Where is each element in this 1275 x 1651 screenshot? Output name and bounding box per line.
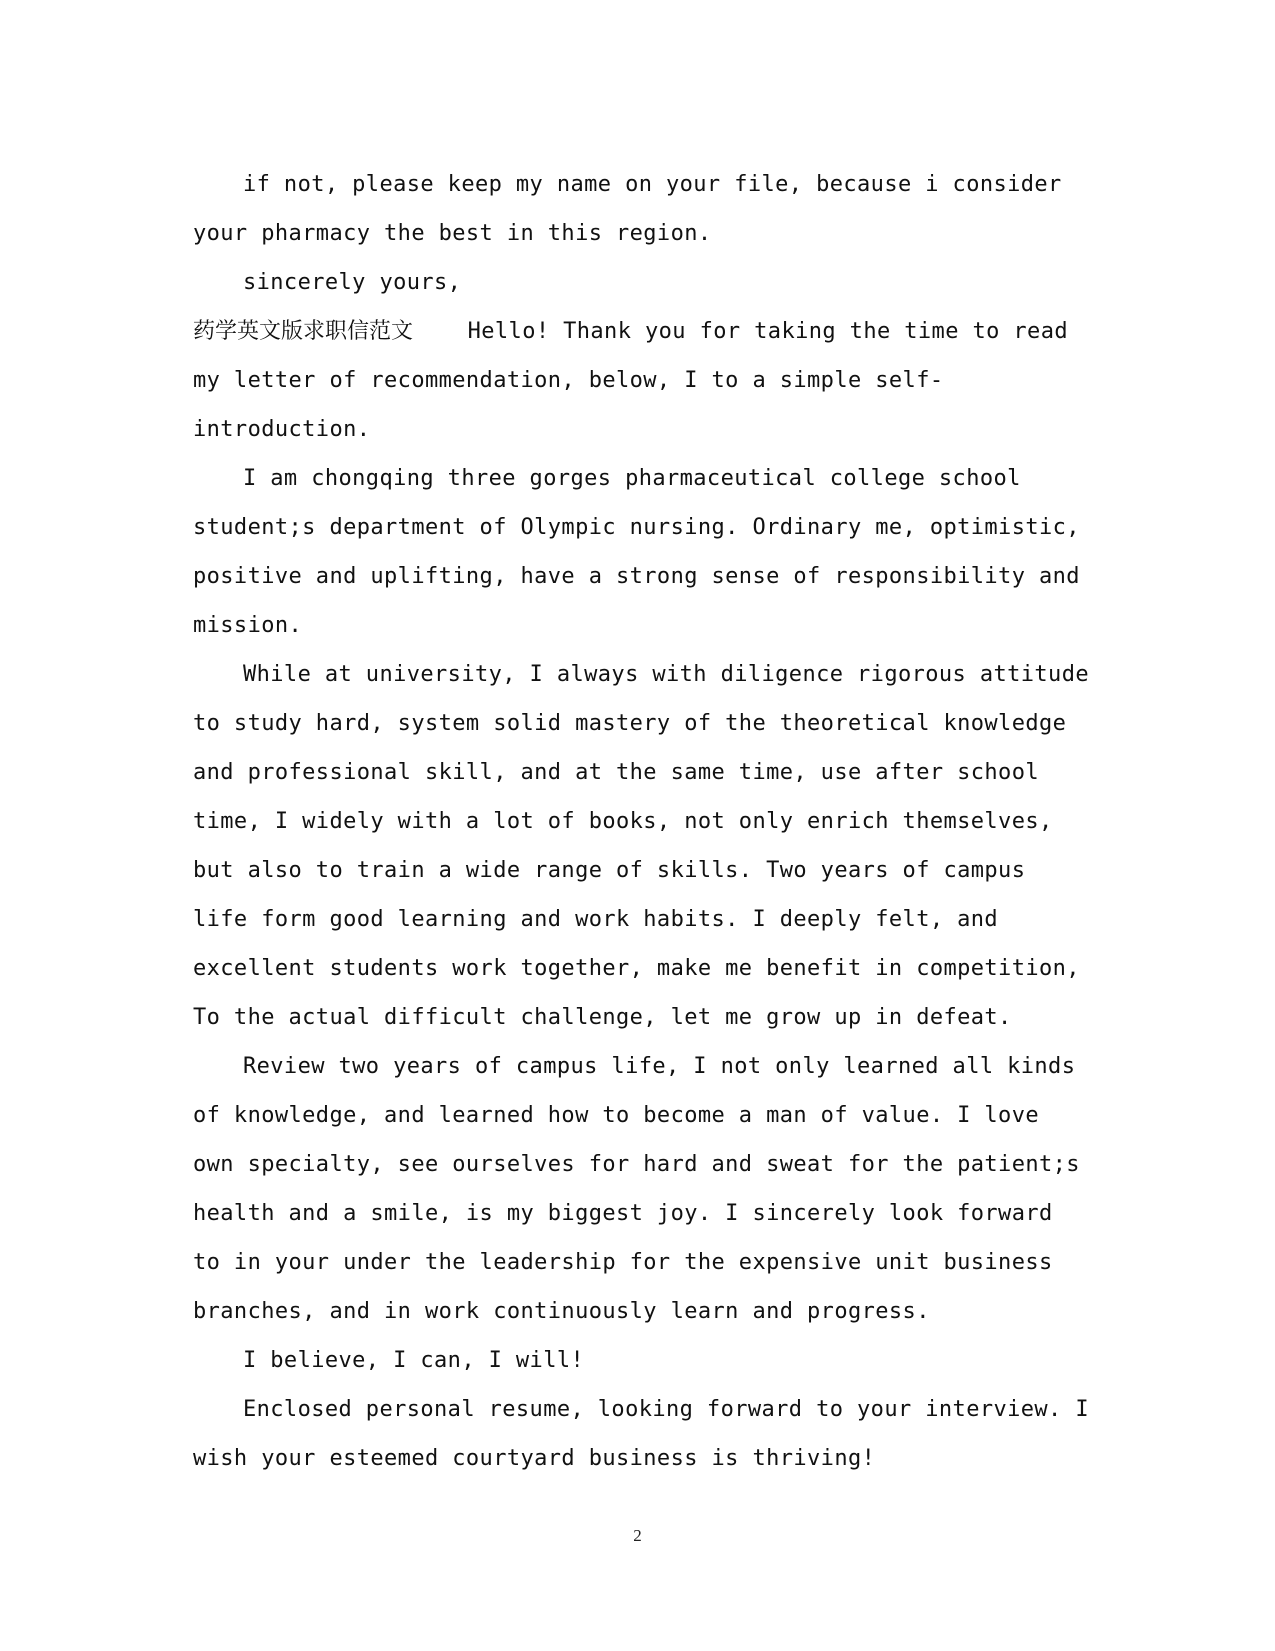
letter-title: 药学英文版求职信范文	[193, 319, 414, 344]
document-body	[193, 160, 1103, 1483]
paragraph-university: While at university, I always with diligence rigorous attitude to study hard, system solid mastery of the theoretical knowledge and professional skill, and at the same time, use after school time, I widely with a lot of books, not only enrich themselves, but also to train a wide range of skills. Two years of campus life form good learning and work habits. I deeply felt, and excellent students work together, make me benefit in competition, To the actual difficult challenge, let me grow up in defeat.	[193, 662, 1103, 1030]
paragraph-enclosed: Enclosed personal resume, looking forward to your interview. I wish your esteemed courtyard business is thriving!	[193, 1397, 1103, 1471]
page-number: 2	[633, 1526, 642, 1545]
intro-text: Hello! Thank you for taking the time to read my letter of recommendation, below, I to a simple self-introduction.	[193, 319, 1082, 442]
paragraph-intro	[193, 307, 1093, 454]
paragraph-background: I am chongqing three gorges pharmaceutical college school student;s department of Olympic nursing. Ordinary me, optimistic, positive and uplifting, have a strong sense of responsibility and mission.	[193, 466, 1094, 638]
paragraph-file-note: if not, please keep my name on your file, because i consider your pharmacy the best in this region.	[193, 172, 1076, 246]
paragraph-belief: I believe, I can, I will!	[243, 1348, 585, 1373]
paragraph-review: Review two years of campus life, I not only learned all kinds of knowledge, and learned how to become a man of value. I love own specialty, see ourselves for hard and sweat for the patient;s health and a smile, is my biggest joy. I sincerely look forward to in your under the leadership for the expensive unit business branches, and in work continuously learn and progress.	[193, 1054, 1094, 1324]
paragraph-closing: sincerely yours,	[243, 270, 462, 295]
title-gap	[413, 319, 468, 344]
